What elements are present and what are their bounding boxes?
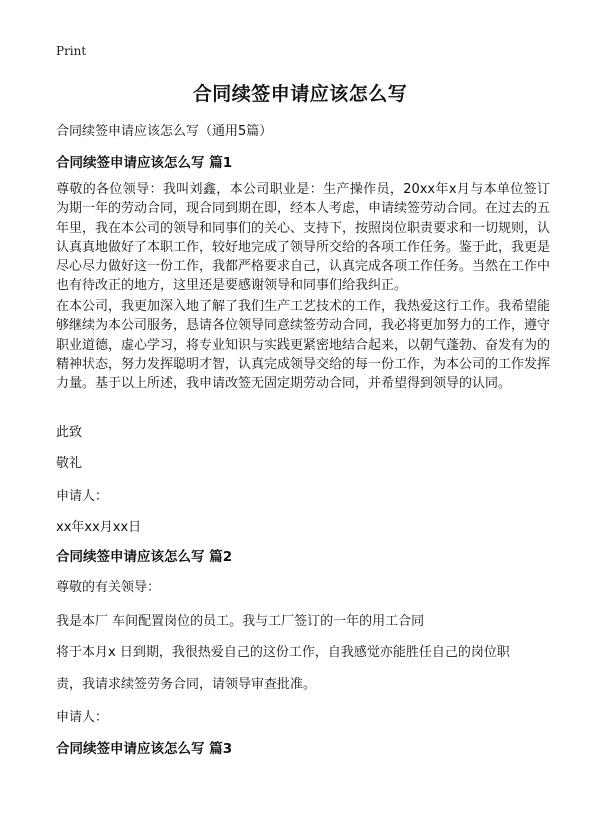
applicant-label-1: 申请人： xyxy=(56,489,109,504)
section-1-paragraph-2: 在本公司，我更加深入地了解了我们生产工艺技术的工作，我热爱这行工作。我希望能够继续为本公司服务，恳请各位领导同意续签劳动合同，我必将更加努力的工作，遵守职业道德，虚心学习，将专业知识与实践更紧密地结合起来，以朝气蓬勃、奋发有为的精神状态，努力发挥聪明才智，认真完成领导交给的每一份工作，为本公司的工作发挥力量。基于以上所述，我申请改签无固定期劳动合同，并希望得到领导的认同。 xyxy=(56,299,551,392)
date-line: xx年xx月xx日 xyxy=(56,520,142,535)
closing-salutation: 此致 xyxy=(56,425,83,440)
section-heading-3: 合同续签申请应该怎么写 篇3 xyxy=(56,741,233,757)
document-title: 合同续签申请应该怎么写 xyxy=(192,83,408,105)
document-subtitle: 合同续签申请应该怎么写（通用5篇） xyxy=(56,124,273,139)
section-2-line-1: 我是本厂 车间配置岗位的员工。我与工厂签订的一年的用工合同 xyxy=(56,614,425,629)
closing-regards: 敬礼 xyxy=(56,456,83,471)
applicant-label-2: 申请人： xyxy=(56,710,109,725)
section-heading-2: 合同续签申请应该怎么写 篇2 xyxy=(56,549,233,565)
section-1-paragraph-1: 尊敬的各位领导：我叫刘鑫，本公司职业是：生产操作员，20xx年x月与本单位签订为期一年的劳动合同，现合同到期在即，经本人考虑，申请续签劳动合同。在过去的五年里，我在本公司的领导和同事们的关心、支持下，按照岗位职责要求和一切规则，认认真真地做好了本职工作，较好地完成了领导所交给的各项工作任务。鉴于此，我更是尽心尽力做好这一份工作，我都严格要求自己，认真完成各项工作任务。当然在工作中也有待改正的地方，这里还是要感谢领导和同事们给我纠正。 xyxy=(56,182,551,294)
section-2-line-2: 将于本月x 日到期，我很热爱自己的这份工作，自我感觉亦能胜任自己的岗位职 xyxy=(56,645,510,660)
print-link[interactable]: Print xyxy=(56,44,87,58)
section-heading-1: 合同续签申请应该怎么写 篇1 xyxy=(56,155,233,171)
section-2-line-3: 责，我请求续签劳务合同，请领导审查批准。 xyxy=(56,677,317,692)
section-2-greeting: 尊敬的有关领导： xyxy=(56,580,161,595)
